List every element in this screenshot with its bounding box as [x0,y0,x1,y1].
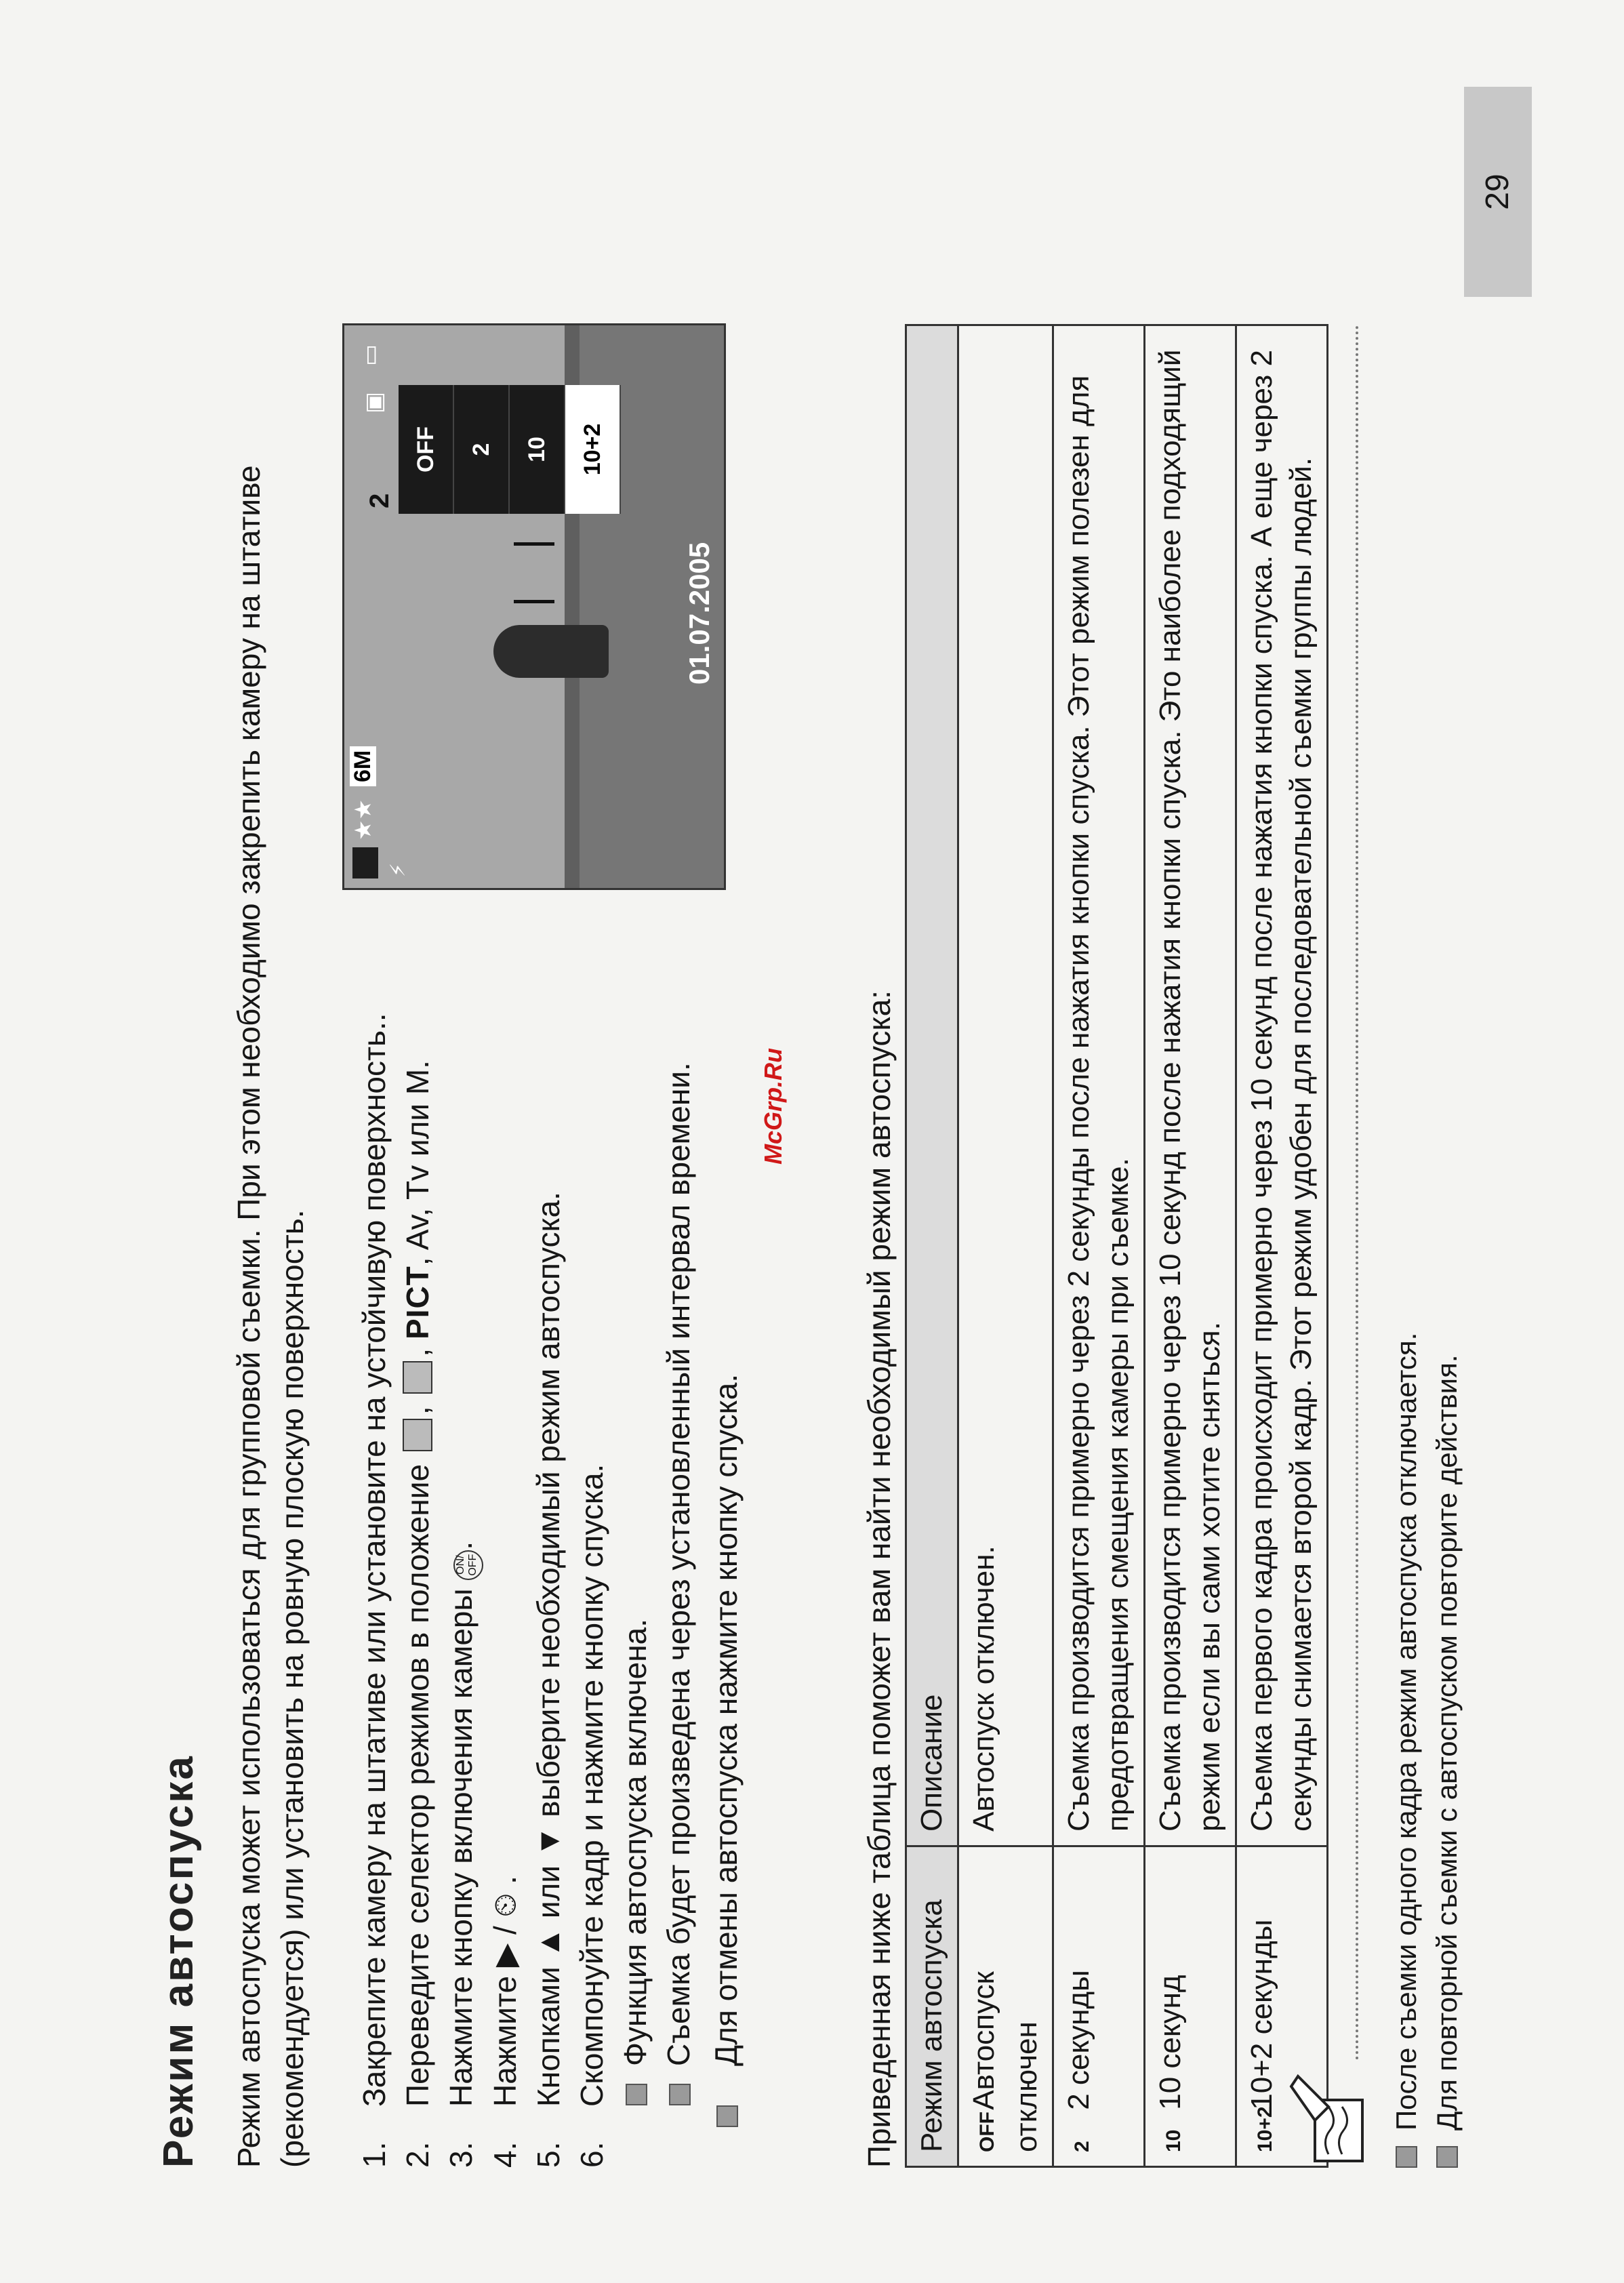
steps-list [352,927,748,2168]
tree-image [493,625,609,678]
bullet-square-icon [626,2084,647,2105]
step-item: 3. Нажмите кнопку включения камеры ON/ OFF. [439,927,483,2168]
bullet-square-icon [1436,2146,1458,2168]
table-row: 10+2 10+2 секунды Съемка первого кадра происходит примерно через 10 секунд после нажатия кнопки спуска. А еще через 2 секунды снимается второй кадр. Этот режим удобен для последовательной съемки группы людей. [1236,325,1328,2167]
timer-off-icon: OFF [976,2112,998,2152]
bullet-item: Функция автоспуска включена. [613,927,657,2168]
header-mode: Режим автоспуска [906,1846,958,2167]
step-item: 4. Нажмите ▶ / ⏲ . [487,1876,523,2168]
bullet-square-icon [669,2084,691,2105]
self-timer-table [905,324,1328,2168]
scene-icon [352,847,378,878]
note-item: Для повторной съемки с автоспуском повторите действия. [1427,1333,1467,2168]
timer-10s-icon: 10 [1162,2129,1185,2152]
table-caption: Приведенная ниже таблица поможет вам найти необходимый режим автоспуска: [861,990,897,2168]
notes-list [1386,1333,1467,2168]
bullet-item: Для отмены автоспуска нажмите кнопку спуска. [704,927,748,2168]
quality-stars-icon: ★★ [350,799,376,841]
bullet-square-icon [1396,2146,1417,2168]
menu-item-off: OFF [399,385,454,514]
battery-icon: ▭ [357,344,383,366]
menu-item-10: 10 [510,385,565,514]
program-mode-icon [403,1361,432,1394]
power-button-icon: ON/ OFF [453,1550,483,1580]
header-description: Описание [906,325,958,1846]
table-row: 2 2 секунды Съемка производится примерно через 2 секунды после нажатия кнопки спуска. Этот режим полезен для предотвращения смещения камеры при съемке. [1053,325,1145,2167]
bullet-item: Съемка будет произведена через установленный интервал времени. [657,927,700,2168]
timer-2s-icon: 2 [1071,2141,1093,2152]
flash-icon: ⚡ [387,862,409,877]
page-number: 29 [1464,87,1532,297]
step-item: 2. Переведите селектор режимов в положение , , PICT, Av, Tv или M. [400,1060,435,2168]
shot-count: 2 [365,493,394,508]
note-hand-icon [1288,2066,1369,2168]
table-row: 10 10 секунд Съемка производится примерно через 10 секунд после нажатия кнопки спуска. Это наиболее подходящий режим если вы сами хотите сняться. [1145,325,1236,2167]
focus-brackets [514,542,554,603]
watermark: McGrp.Ru [759,1047,787,1165]
step-item: 6. Скомпонуйте кадр и нажмите кнопку спуска. [574,1463,609,2168]
scene-mode-icon [403,1419,432,1451]
menu-item-2: 2 [454,385,510,514]
camera-lcd-screenshot [342,323,726,890]
note-item: После съемки одного кадра режим автоспуска отключается. [1386,1333,1427,2168]
step-item: 5. Кнопками ▲ или ▼ выберите необходимый режим автоспуска. [531,1192,566,2168]
camera-mode-icon: ▣ [361,391,387,413]
self-timer-menu [399,385,615,514]
table-row: OFF Автоспуск отключен Автоспуск отключен. [958,325,1053,2167]
menu-item-10-2: 10+2 [565,385,621,514]
pict-mode-label: PICT [400,1266,435,1340]
timer-10-2s-icon: 10+2 [1254,2106,1276,2152]
notes-divider [1356,324,1358,2059]
step-item: 1. Закрепите камеру на штативе или установите на устойчивую поверхность.. [357,1013,392,2168]
bullet-square-icon [716,2105,738,2127]
table-header-row [906,325,958,2167]
intro-paragraph: Режим автоспуска может использоваться для групповой съемки. При этом необходимо закрепить камеру на штативе (рекомендуется) или установить на ровную плоскую поверхность. [231,465,310,2168]
resolution-badge: 6M [350,746,376,786]
date-stamp: 01.07.2005 [683,542,715,685]
page-title: Режим автоспуска [155,1754,202,2168]
